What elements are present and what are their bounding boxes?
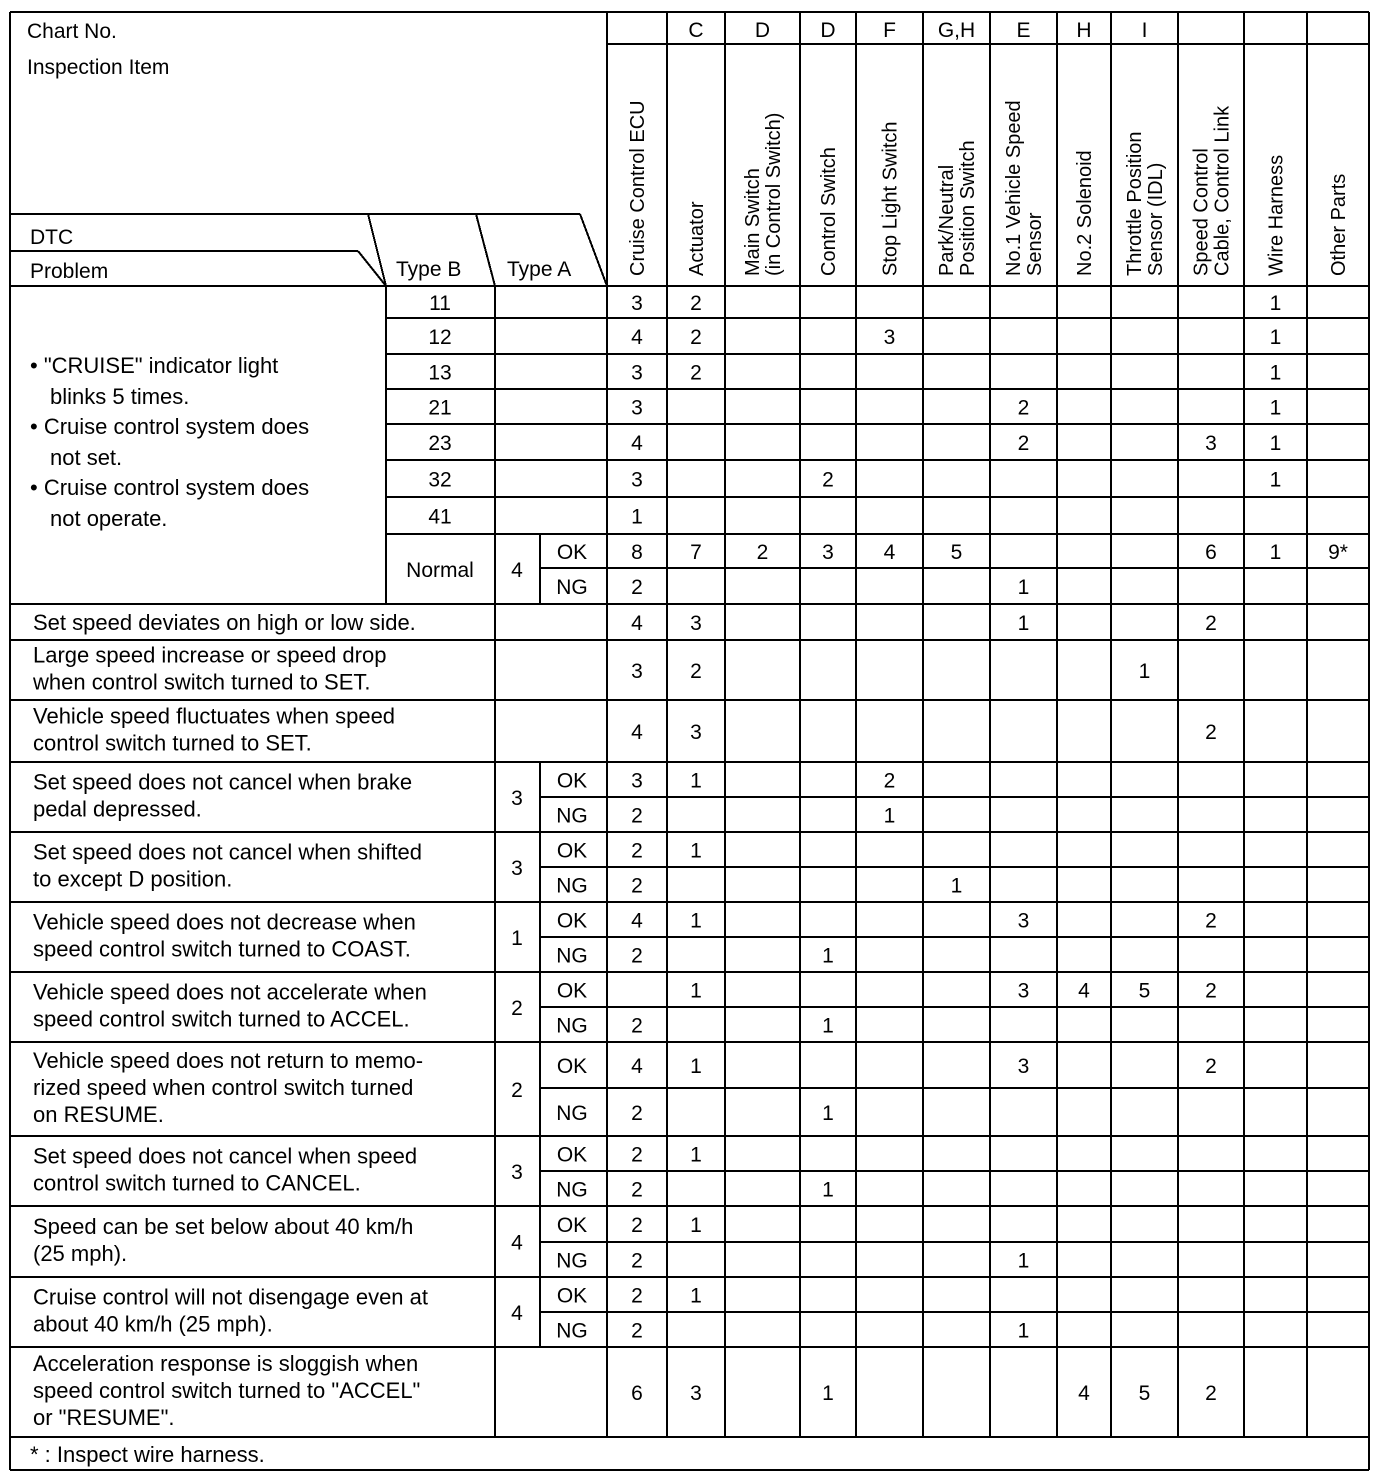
dtc-23-col-10: 3 [1205,432,1217,455]
dtc-problem-text: • "CRUISE" indicator light [30,353,279,378]
column-header-text: Park/Neutral [936,164,958,276]
problem-12-row-col-10: 2 [1205,1382,1217,1405]
problem-4-ok-col-2: 1 [690,769,702,793]
problem-type-a: 2 [511,1079,523,1102]
problem-text: about 40 km/h (25 mph). [33,1311,273,1337]
result-ok: OK [556,979,588,1003]
dtc-code: 23 [428,432,452,455]
chart-code-6: G,H [937,19,976,42]
column-header-text: Speed Control [1190,148,1213,276]
problem-7-ng-col-4: 1 [822,1014,834,1038]
dtc-code: 21 [428,396,452,420]
dtc-problem-text: not operate. [50,506,168,531]
column-header-text: Throttle Position [1124,131,1146,276]
column-header-park-neutral-position-switch [936,140,979,276]
type-a-label: Type A [507,258,572,281]
problem-text: Set speed does not cancel when shifted [33,839,422,865]
result-ok: OK [556,839,588,863]
column-header-no1-vehicle-speed-sensor [1003,100,1046,276]
dtc-21-col-1: 3 [631,396,643,420]
problem-type-a: 4 [511,1302,523,1325]
column-header-text: Sensor (IDL) [1145,162,1167,276]
column-header-main-switch [742,113,785,276]
problem-2-row-col-1: 3 [631,660,643,683]
problem-6-ng-col-4: 1 [822,944,834,968]
dtc-problem-text: • Cruise control system does [30,414,310,439]
result-ok: OK [556,769,588,793]
problem-6-ok-col-1: 4 [631,909,643,933]
problem-8-ok-col-10: 2 [1205,1055,1217,1078]
problem-type-a: 3 [511,787,523,810]
problem-10-ok-col-2: 1 [690,1214,702,1237]
problem-text: speed control switch turned to "ACCEL" [33,1378,421,1403]
problem-type-a: 3 [511,857,523,880]
problem-3-row-col-10: 2 [1205,721,1217,744]
result-ng: NG [556,944,588,968]
problem-11-ng-col-7: 1 [1017,1319,1030,1343]
problem-type-a: 2 [511,997,523,1020]
chart-code-5: F [883,19,896,42]
chart-code-9: I [1141,19,1148,42]
chart-code-7: E [1016,19,1031,42]
dtc-12-col-2: 2 [690,326,702,349]
problem-2-row-col-2: 2 [690,660,702,683]
problem-text: or "RESUME". [33,1405,175,1430]
problem-4-ng-col-5: 1 [883,804,896,828]
column-header-actuator [686,201,708,276]
dtc-13-col-11: 1 [1269,361,1282,385]
problem-5-ok-col-1: 2 [631,839,643,863]
problem-7-ok-col-8: 4 [1078,979,1090,1003]
normal-type-a: 4 [511,559,523,582]
problem-type-a: 1 [511,927,523,950]
dtc-problem-text: not set. [50,445,123,470]
column-header-text: No.1 Vehicle Speed [1003,100,1025,276]
normal-ok-col-3: 2 [756,541,769,564]
normal-ok-col-2: 7 [690,541,702,564]
result-ng: NG [556,576,588,599]
problem-text: control switch turned to SET. [33,730,312,756]
problem-text: speed control switch turned to ACCEL. [33,1006,410,1032]
column-header-text: Sensor [1024,212,1046,276]
problem-text: when control switch turned to SET. [33,669,371,695]
column-header-speed-control-cable [1191,105,1234,276]
problem-text: Vehicle speed does not decrease when [33,909,416,935]
dtc-12-col-11: 1 [1269,326,1282,349]
problem-1-row-col-1: 4 [631,612,643,635]
normal-ok-col-5: 4 [883,541,896,564]
dtc-23-col-1: 4 [631,432,643,455]
problem-8-ok-col-1: 4 [631,1055,643,1078]
column-header-other-parts [1328,174,1350,276]
problem-12-row-col-2: 3 [690,1382,702,1405]
dtc-label: DTC [30,226,74,249]
dtc-41-col-1: 1 [631,505,643,529]
problem-1-row-col-7: 1 [1017,612,1030,635]
problem-text: pedal depressed. [33,796,202,822]
problem-text: Set speed does not cancel when brake [33,769,413,795]
problem-5-ng-col-1: 2 [631,874,643,898]
normal-ng-col-7: 1 [1017,576,1030,599]
chart-no-label: Chart No. [27,20,117,43]
slant-divider [476,214,495,286]
column-header-cruise-control-ecu [627,100,649,276]
problem-type-a: 4 [511,1231,523,1255]
result-ok: OK [556,1055,588,1078]
column-header-control-switch [818,147,840,276]
inspection-item-label: Inspection Item [27,56,170,79]
column-header-text: Actuator [686,201,708,276]
dtc-21-col-11: 1 [1269,396,1282,420]
result-ok: OK [556,1143,588,1167]
problem-text: rized speed when control switch turned [33,1075,414,1100]
chart-code-3: D [754,19,771,42]
problem-11-ok-col-1: 2 [631,1284,643,1308]
slant-divider [580,214,607,286]
problem-6-ok-col-7: 3 [1017,909,1030,933]
normal-ok-col-4: 3 [822,541,834,564]
dtc-11-col-2: 2 [690,292,702,315]
column-header-text: Wire Harness [1265,154,1288,276]
result-ng: NG [556,1014,588,1038]
problem-5-ok-col-2: 1 [690,839,702,863]
dtc-32-col-4: 2 [822,468,834,492]
chart-code-8: H [1076,19,1092,42]
problem-5-ng-col-6: 1 [950,874,963,898]
normal-ok-col-12: 9* [1328,541,1348,564]
problem-7-ok-col-7: 3 [1017,979,1030,1003]
column-header-text: Main Switch [742,168,764,276]
normal-ok-col-11: 1 [1269,541,1282,564]
problem-1-row-col-2: 3 [690,612,702,635]
problem-4-ng-col-1: 2 [631,804,643,828]
problem-10-ok-col-1: 2 [631,1214,643,1237]
column-header-text: Other Parts [1328,173,1350,276]
problem-3-row-col-2: 3 [690,721,702,744]
problem-text: Vehicle speed does not return to memo- [33,1048,424,1073]
problem-8-ng-col-1: 2 [631,1102,643,1125]
dtc-problem-text: blinks 5 times. [50,384,190,409]
normal-label: Normal [406,559,474,582]
problem-2-row-col-9: 1 [1138,660,1151,683]
type-b-label: Type B [396,258,462,281]
footnote: * : Inspect wire harness. [30,1442,265,1467]
result-ng: NG [556,1319,588,1343]
problem-text: Acceleration response is sloggish when [33,1351,419,1376]
problem-4-ok-col-5: 2 [883,769,896,793]
problem-12-row-col-4: 1 [822,1382,834,1405]
result-ok: OK [556,1284,588,1308]
column-header-text: No.2 Solenoid [1074,150,1096,276]
dtc-code: 32 [428,468,452,492]
problem-text: Large speed increase or speed drop [33,642,387,668]
column-header-throttle-position-sensor [1124,131,1167,276]
normal-ng-col-1: 2 [631,576,643,599]
column-header-stop-light-switch [880,121,902,276]
problem-text: control switch turned to CANCEL. [33,1170,361,1196]
dtc-problem-text: • Cruise control system does [30,475,310,500]
problem-10-ng-col-7: 1 [1017,1249,1030,1273]
chart-code-4: D [820,19,836,42]
chart-code-2: C [688,19,704,42]
dtc-12-col-5: 3 [883,326,896,349]
normal-ok-col-6: 5 [950,541,963,564]
problem-label: Problem [30,260,109,283]
problem-12-row-col-1: 6 [631,1382,643,1405]
problem-12-row-col-9: 5 [1138,1382,1151,1405]
dtc-11-col-11: 1 [1269,292,1282,315]
problem-7-ng-col-1: 2 [631,1014,643,1038]
problem-9-ok-col-1: 2 [631,1143,643,1167]
problem-text: Cruise control will not disengage even at [33,1284,429,1310]
result-ok: OK [556,909,588,933]
problem-text: Set speed does not cancel when speed [33,1143,418,1169]
problem-9-ok-col-2: 1 [690,1143,702,1167]
dtc-code: 11 [429,292,451,315]
column-header-no2-solenoid [1074,150,1096,276]
problem-text: Vehicle speed fluctuates when speed [33,703,396,729]
dtc-11-col-1: 3 [631,292,643,315]
column-header-text: Position Switch [957,140,979,276]
problem-9-ng-col-1: 2 [631,1178,643,1202]
result-ok: OK [556,541,588,564]
problem-11-ok-col-2: 1 [690,1284,702,1308]
dtc-32-col-11: 1 [1269,468,1282,492]
problem-type-a: 3 [511,1161,523,1184]
column-header-text: (in Control Switch) [763,112,785,276]
problem-12-row-col-8: 4 [1078,1382,1090,1405]
dtc-12-col-1: 4 [631,326,643,349]
problem-8-ok-col-7: 3 [1017,1055,1030,1078]
problem-8-ok-col-2: 1 [690,1055,702,1078]
problem-3-row-col-1: 4 [631,721,643,744]
problem-7-ok-col-9: 5 [1138,979,1151,1003]
problem-6-ok-col-10: 2 [1205,909,1217,933]
problem-4-ok-col-1: 3 [631,769,643,793]
column-header-text: Cable, Control Link [1211,105,1234,276]
problem-9-ng-col-4: 1 [822,1178,834,1202]
result-ng: NG [556,1102,588,1125]
result-ng: NG [556,1249,588,1273]
result-ng: NG [556,804,588,828]
problem-text: Set speed deviates on high or low side. [33,610,416,635]
problem-8-ng-col-4: 1 [822,1102,834,1125]
problem-text: Speed can be set below about 40 km/h [33,1214,414,1239]
dtc-23-col-7: 2 [1017,432,1030,455]
problem-text: (25 mph). [33,1241,128,1266]
problem-7-ok-col-2: 1 [690,979,702,1003]
dtc-32-col-1: 3 [631,468,643,492]
dtc-13-col-2: 2 [690,361,702,385]
problem-11-ng-col-1: 2 [631,1319,643,1343]
dtc-23-col-11: 1 [1269,432,1282,455]
result-ok: OK [556,1214,588,1237]
column-header-text: Cruise Control ECU [627,100,649,276]
problem-6-ng-col-1: 2 [631,944,643,968]
normal-ok-col-1: 8 [631,541,643,564]
column-header-text: Stop Light Switch [879,121,902,276]
dtc-code: 13 [428,361,452,385]
result-ng: NG [556,874,588,898]
dtc-21-col-7: 2 [1017,396,1030,420]
column-header-text: Control Switch [818,147,840,276]
problem-text: to except D position. [33,866,233,892]
column-header-wire-harness [1266,155,1288,276]
normal-ok-col-10: 6 [1205,541,1217,564]
problem-text: speed control switch turned to COAST. [33,936,411,962]
problem-6-ok-col-2: 1 [690,909,702,933]
dtc-13-col-1: 3 [631,361,643,385]
result-ng: NG [556,1178,588,1202]
problem-text: on RESUME. [33,1102,164,1127]
problem-1-row-col-10: 2 [1205,612,1217,635]
problem-7-ok-col-10: 2 [1205,979,1217,1003]
problem-10-ng-col-1: 2 [631,1249,643,1273]
dtc-code: 41 [428,505,452,529]
dtc-code: 12 [428,326,452,349]
problem-text: Vehicle speed does not accelerate when [33,979,427,1005]
